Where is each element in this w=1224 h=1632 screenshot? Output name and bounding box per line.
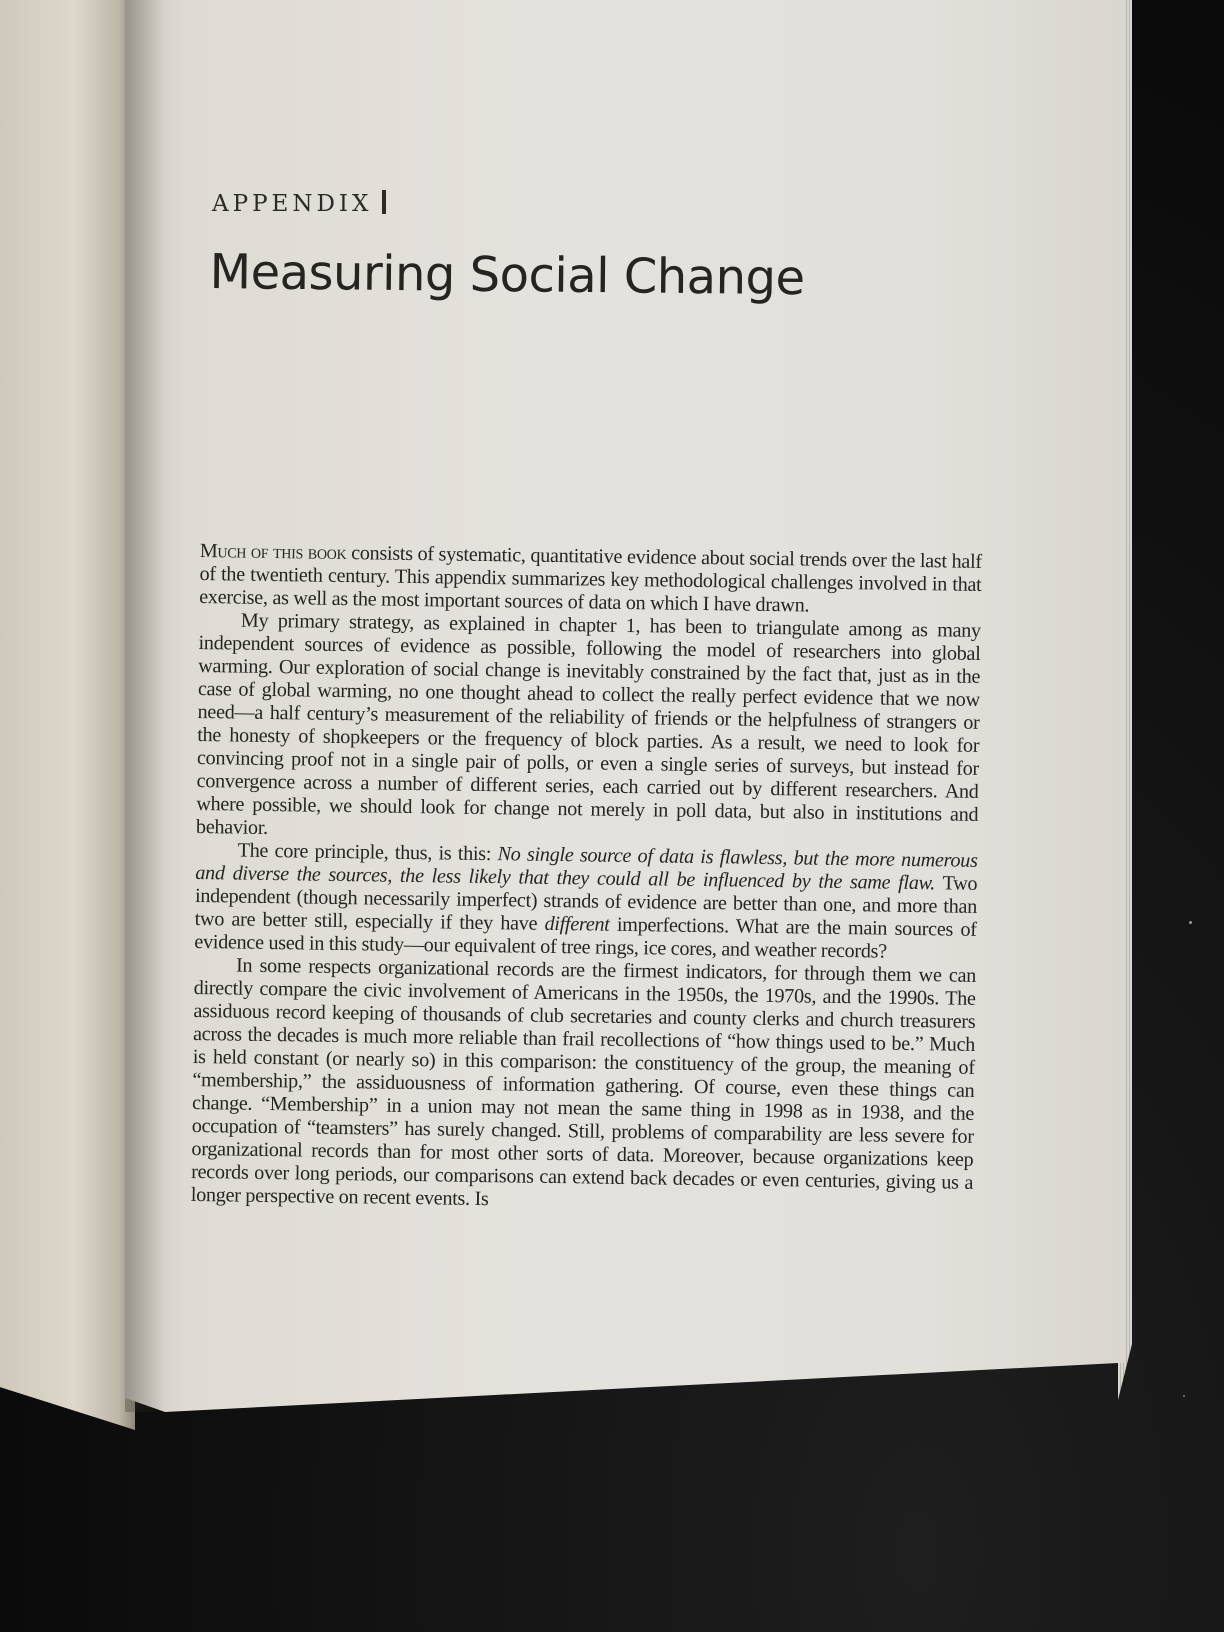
paragraph-3 — [194, 839, 978, 965]
left-page-edge — [0, 0, 135, 1430]
dust-speck — [1183, 1395, 1185, 1397]
paragraph-1 — [199, 540, 982, 620]
spine-shadow — [125, 0, 165, 1412]
paragraph-3-emphasis-different: different — [544, 912, 610, 936]
chapter-title: Measuring Social Change — [209, 244, 805, 307]
appendix-label — [212, 190, 386, 217]
paragraph-3-before: The core principle, thus, is this: — [237, 839, 498, 866]
paragraph-2: My primary strategy, as explained in chapter 1, has been to triangulate among as many independent sources of evidence as possible, following the model of researchers into global warming. Our exploration of social change is inevitably constrained by the fact that, just as in the case of global warming, no one thought ahead to collect the really perfect evidence that we now need—a half century’s measurement of the reliability of friends or the helpfulness of strangers or the honesty of shopkeepers or the frequency of block parties. As a result, we need to look for convincing proof not in a single pair of polls, or even a single series of surveys, but instead for convergence across a number of different series, each carried out by different researchers. And where possible, we should look for change not merely in poll data, but also in institutions and behavior. — [195, 609, 981, 839]
paragraph-4: In some respects organizational records are the firmest indicators, for through them we can directly compare the civic involvement of Americans in the 1950s, the 1970s, and the 1990s. The assiduous record keeping of thousands of club secretaries and county clerks and church treasurers across the decades is much more reliable than frail recollections of “how things used to be.” Much is held constant (or nearly so) in this comparison: the constituency of the group, the meaning of “membership,” the assiduousness of information gathering. Of course, even these things can change. “Membership” in a union may not mean the same thing in 1998 as in 1938, and the occupation of “teamsters” has surely changed. Still, problems of comparability are less severe for organizational records than for most other sorts of data. Moreover, because organizations keep records over long periods, our comparisons can extend back decades or even centuries, giving us a longer perspective on recent events. Is — [190, 954, 977, 1211]
appendix-number-bar — [382, 190, 386, 214]
paragraph-1-text: consists of systematic, quantitative evidence about social trends over the last half of the twentieth century. This appendix summarizes key methodological challenges involved in that exercise, as well as the most important sources of data on which I have drawn. — [199, 542, 982, 617]
paragraph-3-middle: Two independent (though necessarily imperfect) strands of evidence are better than one, and more than two are better still, especially if they have — [194, 872, 978, 935]
dust-speck — [1189, 921, 1192, 924]
paragraph-3-emphasis: No single source of data is flawless, but the more numerous and diverse the sources, the less likely that they could all be influenced by the same flaw. — [195, 843, 978, 895]
paragraph-3-after: imperfections. What are the main sources of evidence used in this study—our equivalent of tree rings, ice cores, and weather records? — [194, 913, 977, 963]
appendix-word: APPENDIX — [212, 191, 373, 217]
paragraph-1-lead: Much of this book — [199, 540, 347, 565]
body-text — [191, 540, 982, 1218]
